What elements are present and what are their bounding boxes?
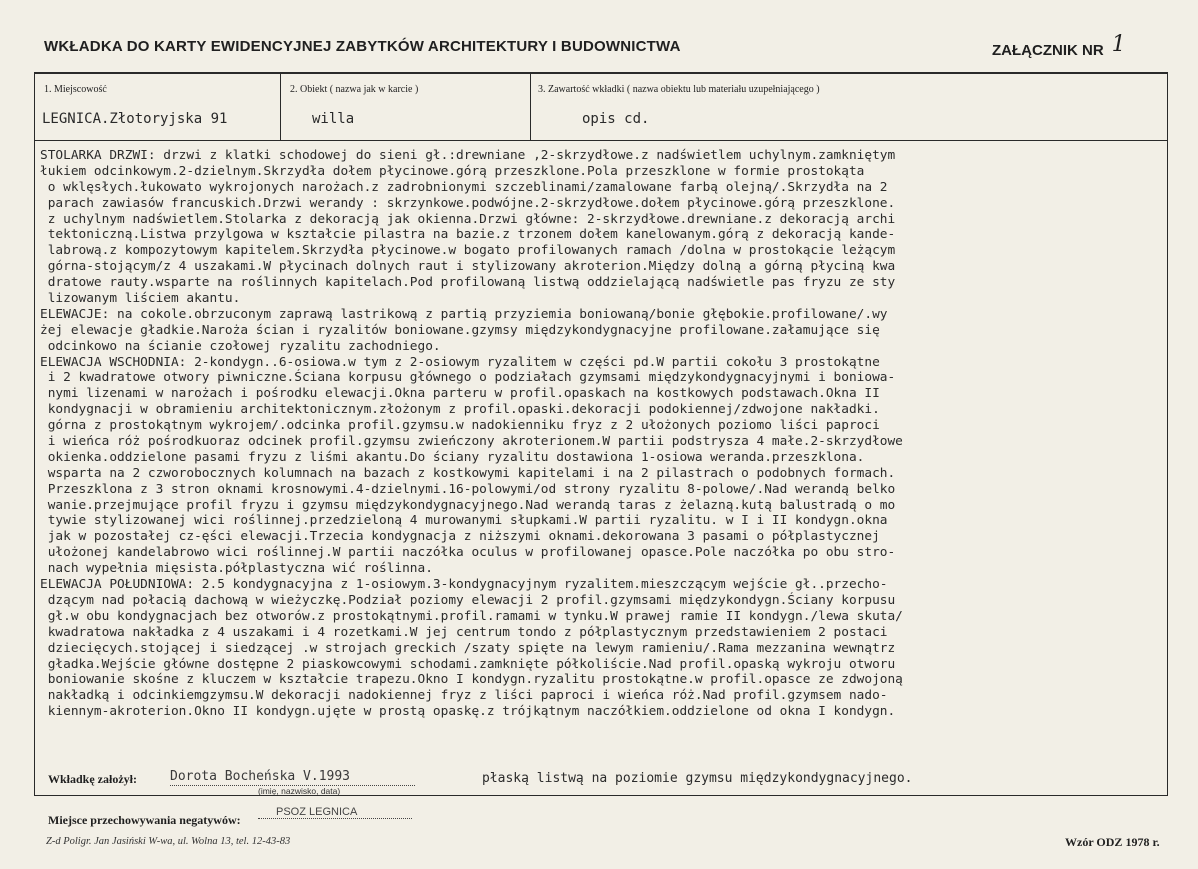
negatives-value: PSOZ LEGNICA — [258, 806, 412, 819]
field-divider-1 — [280, 72, 281, 140]
body-line: dzącym nad połacią dachową w wieżyczkę.Podział poziomy elewacji 2 profil.gzymsami międzykondygn.Ściany korpusu — [40, 592, 896, 608]
body-line: z uchylnym nadświetlem.Stolarka z dekoracją jak okienna.Drzwi główne: 2-skrzydłowe.drewniane.z dekoracją archi — [40, 211, 896, 227]
body-line: Przeszklona z 3 stron oknami krosnowymi.4-dzielnymi.16-polowymi/od strony ryzalitu 8-polowe/.Nad werandą belko — [40, 481, 896, 497]
attachment-number: 1 — [1111, 32, 1126, 57]
object-field-value: willa — [312, 111, 355, 127]
object-field-label: 2. Obiekt ( nazwa jak w karcie ) — [290, 84, 419, 95]
description-continuation: płaską listwą na poziomie gzymsu międzykondygnacyjnego. — [482, 771, 913, 786]
frame-right-rule — [1167, 72, 1168, 795]
frame-top-rule — [34, 72, 1168, 74]
body-line: ELEWACJA WSCHODNIA: 2-kondygn..6-osiowa.w tym z 2-osiowym ryzalitem w części pd.W partii cokołu 3 prostokątne — [40, 354, 880, 370]
body-line: kondygnacji w obramieniu architektonicznym.złożonym z profil.opaski.dekoracji podokiennej/zdwojone nakładki. — [40, 402, 880, 418]
attachment-label — [992, 32, 1126, 61]
place-field-value: LEGNICA.Złotoryjska 91 — [42, 111, 228, 127]
body-line: STOLARKA DRZWI: drzwi z klatki schodowej do sieni gł.:drewniane ,2-skrzydłowe.z nadświetlem uchylnym.zamkniętym — [40, 148, 896, 163]
body-line: kiennym-akroterion.Okno II kondygn.ujęte w prostą opaskę.z trójkątnym naczółkiem.oddzielone od okna I kondygn. — [40, 704, 896, 720]
content-field-value: opis cd. — [582, 111, 650, 127]
body-line: boniowanie skośne z kluczem w kształcie trapezu.Okno I kondygn.ryzalitu prostokątne.w profil.opasce ze zdwojoną — [40, 672, 903, 688]
author-label: Wkładkę założył: — [48, 772, 137, 786]
body-line: lizowanym liściem akantu. — [40, 291, 241, 307]
body-line: nymi lizenami w narożach i pośrodku elewacji.Okna parteru w profil.opaskach na kostkowych podstawach.Okna II — [40, 386, 880, 402]
body-line: o wklęsłych.łukowato wykrojonych narożach.z zadrobnionymi szczeblinami/zamalowane farbą olejną/.Skrzydła na 2 — [40, 179, 888, 195]
form-identifier: Wzór ODZ 1978 r. — [1065, 835, 1160, 849]
body-line: nach wypełnia mięsista.półplastyczna wić roślinna. — [40, 561, 433, 577]
negatives-label: Miejsce przechowywania negatywów: — [48, 813, 241, 827]
body-line: tywie stylizowanej wici roślinnej.przedzieloną 4 murowanymi słupkami.W partii ryzalitu. w I i II kondygn.okna — [40, 513, 888, 529]
frame-header-rule — [34, 140, 1168, 141]
body-line: ELEWACJE: na cokole.obrzuconym zaprawą lastrikową z partią przyziemia boniowaną/bonie głębokie.profilowane/.wy — [40, 306, 888, 322]
body-line: i wieńca róż pośrodkuoraz odcinek profil.gzymsu zwieńczony akroterionem.W partii podstrysza 4 małe.2-skrzydłowe — [40, 434, 903, 450]
body-line: wsparta na 2 czworobocznych kolumnach na bazach z kostkowymi kapitelami i na 2 pilastrach o podobnych formach. — [40, 465, 896, 481]
body-line: nakładką i odcinkiemgzymsu.W dekoracji nadokiennej fryz z liści paproci i wieńca róż.Nad profil.gzymsem nado- — [40, 688, 888, 704]
printer-imprint: Z-d Poligr. Jan Jasiński W-wa, ul. Wolna 13, tel. 12-43-83 — [46, 836, 291, 847]
body-line: kwadratowa nakładka z 4 uszakami i 4 rozetkami.W jej centrum tondo z półplastycznym przedstawieniem 2 postaci — [40, 624, 888, 640]
body-line: gł.w obu kondygnacjach bez otworów.z prostokątnymi.profil.ramami w tynku.W prawej ramie II kondygn./lewa skuta/ — [40, 608, 903, 624]
place-field-label: 1. Miejscowość — [44, 84, 107, 95]
body-line: dziecięcych.stojącej i siedzącej .w strojach greckich /szaty spięte na lewym ramieniu/.Rama mezzanina wewnątrz — [40, 640, 896, 656]
body-line: ELEWACJA POŁUDNIOWA: 2.5 kondygnacyjna z 1-osiowym.3-kondygnacyjnym ryzalitem.mieszczącym wejście gł..przecho- — [40, 577, 888, 593]
frame-left-rule — [34, 72, 35, 795]
body-line: dratowe rauty.wsparte na roślinnych kapitelach.Pod profilowaną listwą oddzielającą nadświetle pas fryzu ze sty — [40, 275, 896, 291]
body-line: żej elewacje gładkie.Naroża ścian i ryzalitów boniowane.gzymsy międzykondygnacyjne profilowane.załamujące się — [40, 322, 880, 338]
frame-bottom-rule — [34, 795, 1168, 796]
author-hint: (imię, nazwisko, data) — [258, 786, 341, 796]
body-line: odcinkowo na ścianie czołowej ryzalitu zachodniego. — [40, 338, 441, 354]
description-body — [40, 148, 1162, 720]
body-line: jak w pozostałej cz-ęści elewacji.Trzecia kondygnacja z niższymi oknami.dekorowana 3 pasami o półplastycznej — [40, 529, 880, 545]
body-line: okienka.oddzielone pasami fryzu z liśmi akantu.Do ściany ryzalitu dostawiona 1-osiowa weranda.przeszklona. — [40, 449, 865, 465]
field-divider-2 — [530, 72, 531, 140]
body-line: i 2 kwadratowe otwory piwniczne.Ściana korpusu głównego o podziałach gzymsami międzykondygnacyjnymi i boniowa- — [40, 370, 896, 386]
body-line: gładka.Wejście główne dostępne 2 piaskowcowymi schodami.zamknięte półkoliście.Nad profil.opaską wykroju otworu — [40, 656, 896, 672]
body-line: górna-stojącym/z 4 uszakami.W płycinach dolnych raut i stylizowany akroterion.Między dolną a górną płyciną kwa — [40, 259, 896, 275]
body-line: górna z prostokątnym wykrojem/.odcinka profil.gzymsu.w nadokienniku fryz z 2 ułożonych poziomo liści paproci — [40, 418, 880, 434]
body-line: ułożonej kandelabrowo wici roślinnej.W partii naczółka oculus w profilowanej opasce.Pole naczółka po obu stro- — [40, 545, 896, 561]
body-line: tektoniczną.Listwa przylgowa w kształcie pilastra na bazie.z trzonem dołem kanelowanym.górą z dekoracją kande- — [40, 227, 896, 243]
content-field-label: 3. Zawartość wkładki ( nazwa obiektu lub materiału uzupełniającego ) — [538, 84, 820, 95]
body-line: łukiem odcinkowym.2-dzielnym.Skrzydła dołem płycinowe.górą przeszklone.Pola przeszklone w formie prostokąta — [40, 163, 865, 179]
author-value: Dorota Bocheńska V.1993 — [170, 769, 415, 786]
body-line: parach zawiasów francuskich.Drzwi werandy : skrzynkowe.podwójne.2-skrzydłowe.dołem płycinowe.górą przeszklone. — [40, 195, 896, 211]
body-line: labrową.z kompozytowym kapitelem.Skrzydła płycinowe.w bogato profilowanych ramach /dolna w prostokącie leżącym — [40, 243, 896, 259]
document-title: WKŁADKA DO KARTY EWIDENCYJNEJ ZABYTKÓW ARCHITEKTURY I BUDOWNICTWA — [44, 38, 681, 55]
attachment-label-text: ZAŁĄCZNIK NR — [992, 42, 1104, 59]
body-line: wanie.przejmujące profil fryzu i gzymsu międzykondygnacyjnego.Nad werandą taras z żelazną.kutą balustradą o mo — [40, 497, 896, 513]
